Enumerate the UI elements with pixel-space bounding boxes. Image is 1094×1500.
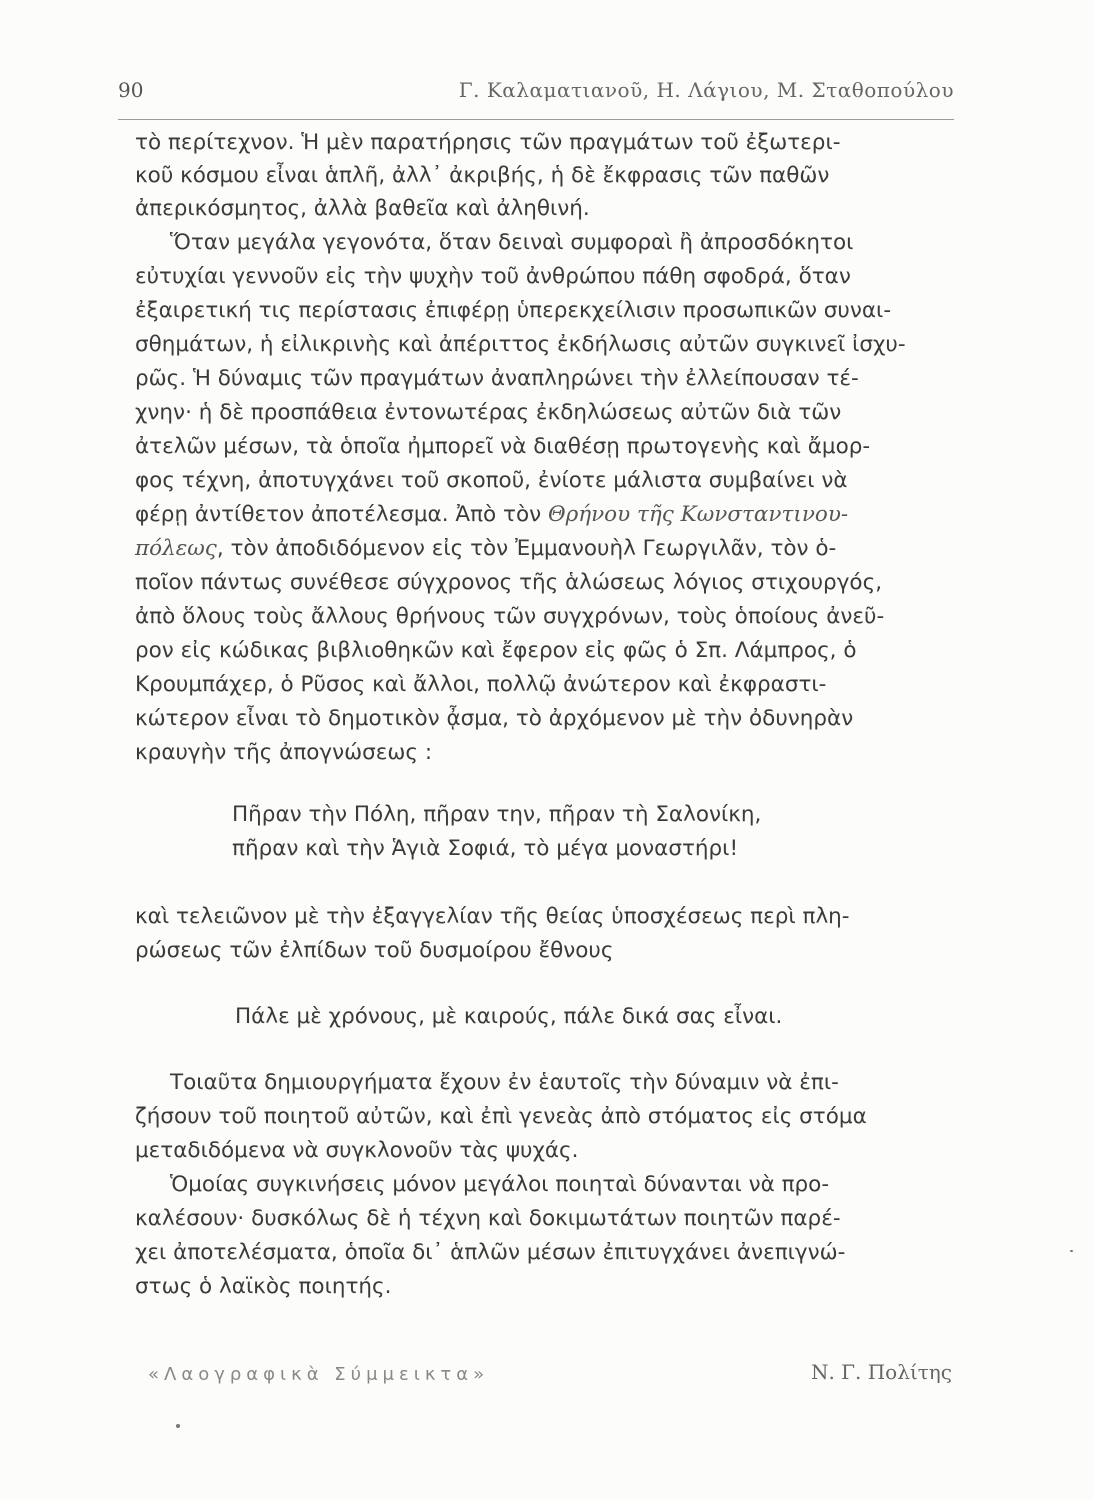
scan-speck (176, 1424, 180, 1428)
text-line: καλέσουν· δυσκόλως δὲ ἡ τέχνη καὶ δοκιμωτάτων ποιητῶν παρέ- (135, 1206, 841, 1231)
text-line: φος τέχνη, ἀποτυγχάνει τοῦ σκοποῦ, ἐνίοτε μάλιστα συμβαίνει νὰ (135, 468, 848, 493)
text-line: στως ὁ λαϊκὸς ποιητής. (135, 1274, 392, 1299)
text-line: ρώσεως τῶν ἐλπίδων τοῦ δυσμοίρου ἔθνους (135, 938, 614, 963)
text-line: χνην· ἡ δὲ προσπάθεια ἐντονωτέρας ἐκδηλώσεως αὐτῶν διὰ τῶν (135, 400, 842, 425)
text-line: ζήσουν τοῦ ποιητοῦ αὐτῶν, καὶ ἐπὶ γενεὰς ἀπὸ στόματος εἰς στόμα (135, 1104, 867, 1129)
text-line: κοῦ κόσμου εἶναι ἁπλῆ, ἀλλ᾽ ἀκριβής, ἡ δὲ ἔκφρασις τῶν παθῶν (135, 163, 830, 188)
text-line: Τοιαῦτα δημιουργήματα ἔχουν ἐν ἑαυτοῖς τὴν δύναμιν νὰ ἐπι- (170, 1070, 839, 1095)
text-line: κραυγὴν τῆς ἀπογνώσεως : (135, 740, 433, 765)
scan-speck (1070, 1250, 1073, 1252)
running-head: Γ. Καλαματιανοῦ, Η. Λάγιου, Μ. Σταθοπούλου (458, 78, 954, 102)
text-line: σθημάτων, ἡ εἰλικρινὴς καὶ ἀπέριττος ἐκδήλωσις αὐτῶν συγκινεῖ ἰσχυ- (135, 332, 906, 357)
text-line: ρῶς. Ἡ δύναμις τῶν πραγμάτων ἀναπληρώνει τὴν ἐλλείπουσαν τέ- (135, 366, 859, 391)
text-segment: φέρῃ ἀντίθετον ἀποτέλεσμα. Ἀπὸ τὸν (135, 502, 548, 527)
text-line: κώτερον εἶναι τὸ δημοτικὸν ᾆσμα, τὸ ἀρχόμενον μὲ τὴν ὀδυνηρὰν (135, 706, 854, 731)
text-line: εὐτυχίαι γεννοῦν εἰς τὴν ψυχὴν τοῦ ἀνθρώπου πάθη σφοδρά, ὅταν (135, 264, 851, 289)
text-line: Ὅταν μεγάλα γεγονότα, ὅταν δειναὶ συμφοραὶ ἢ ἀπροσδόκητοι (170, 230, 854, 255)
text-line (135, 500, 965, 530)
poem-title-italic: πόλεως (135, 536, 217, 561)
text-line: ἐξαιρετική τις περίστασις ἐπιφέρῃ ὑπερεκχείλισιν προσωπικῶν συναι- (135, 298, 892, 323)
text-line: ἀπὸ ὅλους τοὺς ἄλλους θρήνους τῶν συγχρόνων, τοὺς ὁποίους ἀνεῦ- (135, 604, 885, 629)
verse-line: Πῆραν τὴν Πόλη, πῆραν την, πῆραν τὴ Σαλονίκη, (232, 802, 762, 827)
text-segment: , τὸν ἀποδιδόμενον εἰς τὸν Ἐμμανουὴλ Γεωργιλᾶν, τὸν ὁ- (216, 536, 837, 561)
text-line: Κρουμπάχερ, ὁ Ρῦσος καὶ ἄλλοι, πολλῷ ἀνώτερον καὶ ἐκφραστι- (135, 672, 827, 697)
text-line: καὶ τελειῶνον μὲ τὴν ἐξαγγελίαν τῆς θείας ὑποσχέσεως περὶ πλη- (135, 904, 850, 929)
page-number: 90 (118, 78, 144, 102)
page-header (118, 78, 954, 112)
text-line: Ὁμοίας συγκινήσεις μόνον μεγάλοι ποιηταὶ δύνανται νὰ προ- (170, 1172, 830, 1197)
header-rule (118, 119, 954, 120)
text-line: μεταδιδόμενα νὰ συγκλονοῦν τὰς ψυχάς. (135, 1138, 579, 1163)
text-line: ἀπερικόσμητος, ἀλλὰ βαθεῖα καὶ ἀληθινή. (135, 196, 590, 221)
text-line: ἀτελῶν μέσων, τὰ ὁποῖα ἠμπορεῖ νὰ διαθέσῃ πρωτογενὴς καὶ ἄμορ- (135, 434, 871, 459)
text-line: χει ἀποτελέσματα, ὁποῖα δι᾽ ἁπλῶν μέσων ἐπιτυγχάνει ἀνεπιγνώ- (135, 1240, 846, 1265)
verse-line: Πάλε μὲ χρόνους, μὲ καιρούς, πάλε δικά σας εἶναι. (235, 1004, 783, 1029)
text-line (135, 534, 965, 564)
source-citation: «Λαογραφικὰ Σύμμεικτα» (148, 1364, 490, 1385)
poem-title-italic: Θρήνου τῆς Κωνσταντινου- (547, 502, 849, 527)
author-signature: Ν. Γ. Πολίτης (810, 1360, 952, 1384)
text-line: τὸ περίτεχνον. Ἡ μὲν παρατήρησις τῶν πραγμάτων τοῦ ἐξωτερι- (135, 130, 841, 155)
text-line: ποῖον πάντως συνέθεσε σύγχρονος τῆς ἁλώσεως λόγιος στιχουργός, (135, 570, 883, 595)
text-line: ρον εἰς κώδικας βιβλιοθηκῶν καὶ ἔφερον εἰς φῶς ὁ Σπ. Λάμπρος, ὁ (135, 638, 857, 663)
verse-line: πῆραν καὶ τὴν Ἁγιὰ Σοφιά, τὸ μέγα μοναστήρι! (232, 836, 739, 861)
